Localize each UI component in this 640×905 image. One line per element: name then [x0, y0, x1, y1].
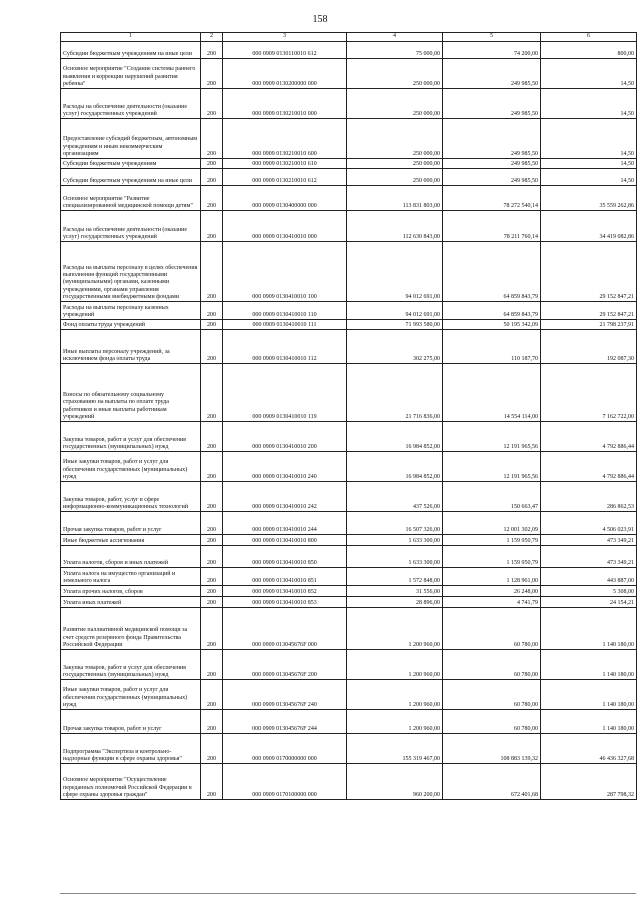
table-row: [61, 680, 637, 710]
line-code-cell: 200: [201, 586, 223, 597]
table-row: [61, 764, 637, 800]
row-name-cell: Расходы на выплаты персоналу в целях обеспечения выполнения функций государственными (муниципальными) органами, казенными учреждениями, органами управления государственными внебюджетными фондами: [61, 242, 201, 302]
executed-amount-cell: 14 554 114,00: [443, 364, 541, 422]
line-code-cell: 200: [201, 186, 223, 211]
unexecuted-amount-cell: 800,00: [541, 42, 637, 59]
approved-amount-cell: 1 200 960,00: [347, 710, 443, 734]
approved-amount-cell: 1 633 300,00: [347, 546, 443, 568]
approved-amount-cell: 250 000,00: [347, 59, 443, 89]
table-row: [61, 608, 637, 650]
executed-amount-cell: 60 780,00: [443, 650, 541, 680]
table-row: [61, 119, 637, 159]
table-row: [61, 586, 637, 597]
line-code-cell: 200: [201, 512, 223, 535]
line-code-cell: 200: [201, 710, 223, 734]
approved-amount-cell: 75 000,00: [347, 42, 443, 59]
table-row: [61, 186, 637, 211]
line-code-cell: 200: [201, 482, 223, 512]
unexecuted-amount-cell: 1 140 180,00: [541, 650, 637, 680]
table-row: [61, 546, 637, 568]
unexecuted-amount-cell: 46 436 327,68: [541, 734, 637, 764]
unexecuted-amount-cell: 21 798 237,91: [541, 320, 637, 330]
row-name-cell: Предоставление субсидий бюджетным, автономным учреждениям и иным некоммерческим организациям: [61, 119, 201, 159]
approved-amount-cell: 28 896,00: [347, 597, 443, 608]
approved-amount-cell: 437 526,00: [347, 482, 443, 512]
column-number: 1: [61, 33, 201, 42]
approved-amount-cell: 155 319 467,00: [347, 734, 443, 764]
row-name-cell: Основное мероприятие "Создание системы раннего выявления и коррекции нарушений развития ребенка": [61, 59, 201, 89]
row-name-cell: Закупка товаров, работ, услуг в сфере информационно-коммуникационных технологий: [61, 482, 201, 512]
executed-amount-cell: 60 780,00: [443, 608, 541, 650]
budget-code-cell: 000 0909 013045676F 200: [223, 650, 347, 680]
executed-amount-cell: 26 248,00: [443, 586, 541, 597]
table-row: [61, 512, 637, 535]
row-name-cell: Уплата прочих налогов, сборов: [61, 586, 201, 597]
row-name-cell: Расходы на выплаты персоналу казенных учреждений: [61, 302, 201, 320]
line-code-cell: 200: [201, 242, 223, 302]
row-name-cell: Субсидии бюджетным учреждениям на иные цели: [61, 42, 201, 59]
executed-amount-cell: 110 187,70: [443, 330, 541, 364]
budget-code-cell: 000 0909 0130410010 100: [223, 242, 347, 302]
column-number-row: [61, 33, 637, 42]
row-name-cell: Иные бюджетные ассигнования: [61, 535, 201, 546]
executed-amount-cell: 249 985,50: [443, 59, 541, 89]
row-name-cell: Закупка товаров, работ и услуг для обеспечения государственных (муниципальных) нужд: [61, 422, 201, 452]
column-number: 6: [541, 33, 637, 42]
executed-amount-cell: 150 663,47: [443, 482, 541, 512]
line-code-cell: 200: [201, 650, 223, 680]
budget-code-cell: 000 0909 0130210010 000: [223, 89, 347, 119]
table-row: [61, 42, 637, 59]
row-name-cell: Уплата налога на имущество организаций и земельного налога: [61, 568, 201, 586]
table-row: [61, 89, 637, 119]
line-code-cell: 200: [201, 330, 223, 364]
table-row: [61, 482, 637, 512]
approved-amount-cell: 16 984 852,00: [347, 422, 443, 452]
row-name-cell: Взносы по обязательному социальному страхованию на выплаты по оплате труда работников и иные выплаты работникам учреждений: [61, 364, 201, 422]
approved-amount-cell: 21 716 836,00: [347, 364, 443, 422]
budget-code-cell: 000 0909 0130200000 000: [223, 59, 347, 89]
table-row: [61, 650, 637, 680]
budget-code-cell: 000 0909 0130410010 852: [223, 586, 347, 597]
approved-amount-cell: 71 993 580,00: [347, 320, 443, 330]
approved-amount-cell: 94 012 691,00: [347, 302, 443, 320]
line-code-cell: 200: [201, 211, 223, 242]
table-row: [61, 734, 637, 764]
budget-code-cell: 000 0909 0130410010 110: [223, 302, 347, 320]
executed-amount-cell: 108 883 139,32: [443, 734, 541, 764]
line-code-cell: 200: [201, 59, 223, 89]
budget-code-cell: 000 0909 013045676F 244: [223, 710, 347, 734]
table-row: [61, 568, 637, 586]
page-bottom-rule: [60, 893, 636, 894]
budget-code-cell: 000 0909 0130410010 244: [223, 512, 347, 535]
executed-amount-cell: 50 195 342,09: [443, 320, 541, 330]
unexecuted-amount-cell: 7 162 722,00: [541, 364, 637, 422]
approved-amount-cell: 16 507 326,00: [347, 512, 443, 535]
executed-amount-cell: 64 859 843,79: [443, 302, 541, 320]
approved-amount-cell: 250 000,00: [347, 159, 443, 169]
executed-amount-cell: 249 985,50: [443, 159, 541, 169]
line-code-cell: 200: [201, 302, 223, 320]
line-code-cell: 200: [201, 422, 223, 452]
page-number: 158: [312, 14, 328, 25]
approved-amount-cell: 1 200 960,00: [347, 608, 443, 650]
line-code-cell: 200: [201, 764, 223, 800]
row-name-cell: Иные закупки товаров, работ и услуг для обеспечения государственных (муниципальных) нужд: [61, 680, 201, 710]
unexecuted-amount-cell: 14,50: [541, 119, 637, 159]
budget-code-cell: 000 0909 0130110010 612: [223, 42, 347, 59]
budget-code-cell: 000 0909 0130410010 111: [223, 320, 347, 330]
table-row: [61, 59, 637, 89]
table-row: [61, 320, 637, 330]
executed-amount-cell: 12 191 965,56: [443, 452, 541, 482]
line-code-cell: 200: [201, 608, 223, 650]
row-name-cell: Субсидии бюджетным учреждениям на иные цели: [61, 169, 201, 186]
row-name-cell: Прочая закупка товаров, работ и услуг: [61, 710, 201, 734]
line-code-cell: 200: [201, 159, 223, 169]
budget-code-cell: 000 0909 0130410010 851: [223, 568, 347, 586]
executed-amount-cell: 12 191 965,56: [443, 422, 541, 452]
table-row: [61, 169, 637, 186]
row-name-cell: Расходы на обеспечение деятельности (оказание услуг) государственных учреждений: [61, 211, 201, 242]
unexecuted-amount-cell: 4 792 886,44: [541, 422, 637, 452]
unexecuted-amount-cell: 4 506 023,91: [541, 512, 637, 535]
executed-amount-cell: 1 128 961,00: [443, 568, 541, 586]
approved-amount-cell: 250 000,00: [347, 169, 443, 186]
approved-amount-cell: 1 633 300,00: [347, 535, 443, 546]
unexecuted-amount-cell: 14,50: [541, 169, 637, 186]
approved-amount-cell: 1 200 960,00: [347, 650, 443, 680]
approved-amount-cell: 302 275,00: [347, 330, 443, 364]
line-code-cell: 200: [201, 364, 223, 422]
executed-amount-cell: 1 159 950,79: [443, 535, 541, 546]
approved-amount-cell: 112 630 843,00: [347, 211, 443, 242]
unexecuted-amount-cell: 1 140 180,00: [541, 680, 637, 710]
executed-amount-cell: 249 985,50: [443, 89, 541, 119]
unexecuted-amount-cell: 287 798,32: [541, 764, 637, 800]
line-code-cell: 200: [201, 568, 223, 586]
row-name-cell: Подпрограмма "Экспертиза и контрольно-надзорные функции в сфере охраны здоровья": [61, 734, 201, 764]
line-code-cell: 200: [201, 452, 223, 482]
unexecuted-amount-cell: 14,50: [541, 159, 637, 169]
approved-amount-cell: 16 984 852,00: [347, 452, 443, 482]
approved-amount-cell: 1 200 960,00: [347, 680, 443, 710]
budget-code-cell: 000 0909 013045676F 000: [223, 608, 347, 650]
unexecuted-amount-cell: 29 152 847,21: [541, 302, 637, 320]
line-code-cell: 200: [201, 169, 223, 186]
table-row: [61, 597, 637, 608]
row-name-cell: Закупка товаров, работ и услуг для обеспечения государственных (муниципальных) нужд: [61, 650, 201, 680]
unexecuted-amount-cell: 443 887,00: [541, 568, 637, 586]
budget-code-cell: 000 0909 0130410010 119: [223, 364, 347, 422]
executed-amount-cell: 12 001 302,09: [443, 512, 541, 535]
row-name-cell: Уплата налогов, сборов и иных платежей: [61, 546, 201, 568]
unexecuted-amount-cell: 24 154,21: [541, 597, 637, 608]
budget-code-cell: 000 0909 0130210010 612: [223, 169, 347, 186]
approved-amount-cell: 1 572 848,00: [347, 568, 443, 586]
approved-amount-cell: 960 200,00: [347, 764, 443, 800]
budget-code-cell: 000 0909 0130400000 000: [223, 186, 347, 211]
budget-table: [60, 32, 637, 800]
budget-code-cell: 000 0909 0170000000 000: [223, 734, 347, 764]
column-number: 5: [443, 33, 541, 42]
executed-amount-cell: 4 741,79: [443, 597, 541, 608]
budget-code-cell: 000 0909 0130410010 853: [223, 597, 347, 608]
budget-code-cell: 000 0909 0130410010 000: [223, 211, 347, 242]
executed-amount-cell: 60 780,00: [443, 710, 541, 734]
table-row: [61, 159, 637, 169]
executed-amount-cell: 249 985,50: [443, 119, 541, 159]
table-row: [61, 422, 637, 452]
budget-code-cell: 000 0909 0130410010 200: [223, 422, 347, 452]
line-code-cell: 200: [201, 597, 223, 608]
line-code-cell: 200: [201, 734, 223, 764]
executed-amount-cell: 672 401,68: [443, 764, 541, 800]
approved-amount-cell: 250 000,00: [347, 89, 443, 119]
budget-code-cell: 000 0909 0170100000 000: [223, 764, 347, 800]
table-row: [61, 302, 637, 320]
unexecuted-amount-cell: 1 140 180,00: [541, 608, 637, 650]
row-name-cell: Прочая закупка товаров, работ и услуг: [61, 512, 201, 535]
executed-amount-cell: 1 159 950,79: [443, 546, 541, 568]
line-code-cell: 200: [201, 89, 223, 119]
line-code-cell: 200: [201, 119, 223, 159]
column-number: 2: [201, 33, 223, 42]
table-body: [61, 42, 637, 800]
row-name-cell: Фонд оплаты труда учреждений: [61, 320, 201, 330]
row-name-cell: Расходы на обеспечение деятельности (оказание услуг) государственных учреждений: [61, 89, 201, 119]
unexecuted-amount-cell: 34 419 082,86: [541, 211, 637, 242]
line-code-cell: 200: [201, 680, 223, 710]
table-row: [61, 364, 637, 422]
table-row: [61, 242, 637, 302]
unexecuted-amount-cell: 1 140 180,00: [541, 710, 637, 734]
row-name-cell: Основное мероприятие "Осуществление переданных полномочий Российской Федерации в сфере охраны здоровья граждан": [61, 764, 201, 800]
unexecuted-amount-cell: 473 349,21: [541, 546, 637, 568]
unexecuted-amount-cell: 473 349,21: [541, 535, 637, 546]
table-row: [61, 330, 637, 364]
budget-code-cell: 000 0909 013045676F 240: [223, 680, 347, 710]
budget-code-cell: 000 0909 0130210010 600: [223, 119, 347, 159]
budget-code-cell: 000 0909 0130410010 242: [223, 482, 347, 512]
unexecuted-amount-cell: 5 308,00: [541, 586, 637, 597]
unexecuted-amount-cell: 14,50: [541, 89, 637, 119]
row-name-cell: Развитие паллиативной медицинской помощи за счет средств резервного фонда Правительства Российской Федерации: [61, 608, 201, 650]
table-row: [61, 710, 637, 734]
row-name-cell: Субсидии бюджетным учреждениям: [61, 159, 201, 169]
budget-code-cell: 000 0909 0130410010 850: [223, 546, 347, 568]
executed-amount-cell: 74 200,00: [443, 42, 541, 59]
table-row: [61, 452, 637, 482]
executed-amount-cell: 78 211 760,14: [443, 211, 541, 242]
approved-amount-cell: 250 000,00: [347, 119, 443, 159]
unexecuted-amount-cell: 192 087,30: [541, 330, 637, 364]
budget-code-cell: 000 0909 0130410010 112: [223, 330, 347, 364]
row-name-cell: Основное мероприятие "Развитие специализированной медицинской помощи детям": [61, 186, 201, 211]
unexecuted-amount-cell: 14,50: [541, 59, 637, 89]
budget-code-cell: 000 0909 0130210010 610: [223, 159, 347, 169]
executed-amount-cell: 64 859 843,79: [443, 242, 541, 302]
line-code-cell: 200: [201, 42, 223, 59]
row-name-cell: Иные выплаты персоналу учреждений, за исключением фонда оплаты труда: [61, 330, 201, 364]
executed-amount-cell: 60 780,00: [443, 680, 541, 710]
approved-amount-cell: 94 012 691,00: [347, 242, 443, 302]
row-name-cell: Уплата иных платежей: [61, 597, 201, 608]
unexecuted-amount-cell: 29 152 847,21: [541, 242, 637, 302]
line-code-cell: 200: [201, 320, 223, 330]
executed-amount-cell: 78 272 540,14: [443, 186, 541, 211]
approved-amount-cell: 31 556,00: [347, 586, 443, 597]
column-number: 3: [223, 33, 347, 42]
line-code-cell: 200: [201, 546, 223, 568]
unexecuted-amount-cell: 4 792 886,44: [541, 452, 637, 482]
table-row: [61, 211, 637, 242]
unexecuted-amount-cell: 286 862,53: [541, 482, 637, 512]
approved-amount-cell: 113 831 803,00: [347, 186, 443, 211]
budget-code-cell: 000 0909 0130410010 800: [223, 535, 347, 546]
executed-amount-cell: 249 985,50: [443, 169, 541, 186]
budget-code-cell: 000 0909 0130410010 240: [223, 452, 347, 482]
column-number: 4: [347, 33, 443, 42]
unexecuted-amount-cell: 35 559 262,86: [541, 186, 637, 211]
line-code-cell: 200: [201, 535, 223, 546]
row-name-cell: Иные закупки товаров, работ и услуг для обеспечения государственных (муниципальных) нужд: [61, 452, 201, 482]
table-row: [61, 535, 637, 546]
